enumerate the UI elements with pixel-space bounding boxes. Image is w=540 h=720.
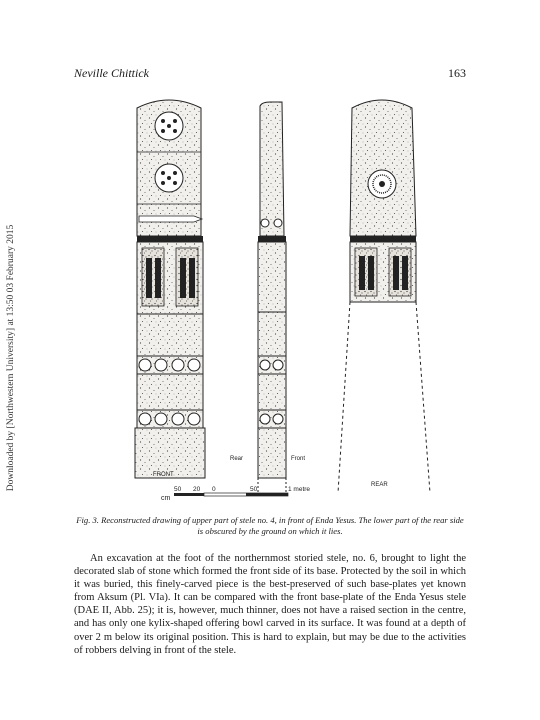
download-notice	[0, 0, 22, 720]
side-rear-label: Rear	[230, 456, 244, 462]
running-header-author: Neville Chittick	[74, 66, 149, 80]
scale-unit: cm	[161, 495, 171, 502]
rear-head	[350, 100, 416, 236]
scale-tick-50-right: 50	[250, 486, 258, 493]
page-number: 163	[448, 66, 466, 80]
figure-caption: Fig. 3. Reconstructed drawing of upper part of stele no. 4, in front of Enda Yesus. The lower part of the rear side is obscured by the ground on which it lies.	[76, 515, 464, 536]
rear-label: REAR	[371, 482, 388, 488]
front-spearhead	[139, 216, 202, 222]
scale-tick-0: 0	[212, 486, 216, 493]
stele-figure	[112, 98, 452, 506]
scale-bar	[161, 486, 310, 502]
body-text	[74, 552, 466, 657]
front-view	[135, 100, 205, 478]
side-view	[230, 102, 305, 493]
front-beam-band	[137, 236, 203, 242]
download-notice-text: Downloaded by [Northwestern University] at 13:50 03 February 2015	[6, 224, 16, 492]
rear-view	[338, 100, 430, 493]
body-paragraph: An excavation at the foot of the northernmost storied stele, no. 6, brought to light the decorated slab of stone which formed the front side of its base. Protected by the soil in which it was buried, this finely-carved piece is the best-preserved of such base-plates yet known from Aksum (Pl. VIa). It can be compared with the front base-plate of the Enda Yesus stele (DAE II, Abb. 25); it is, however, much thinner, does not have a raised section in the centre, and has only one kylix-shaped offering bowl carved in its surface. It was found at a depth of over 2 m below its original position. This is hard to explain, but may be due to the activities of robbers delving in front of the stele.	[74, 553, 466, 656]
side-head	[260, 102, 284, 236]
side-front-label: Front	[291, 456, 306, 462]
scale-tick-20: 20	[193, 486, 201, 493]
running-header	[74, 66, 466, 82]
front-label: FRONT	[153, 472, 174, 478]
stele-drawing	[112, 98, 452, 506]
scale-tick-50-left: 50	[174, 486, 182, 493]
scale-tick-1-metre: 1 metre	[288, 486, 311, 493]
